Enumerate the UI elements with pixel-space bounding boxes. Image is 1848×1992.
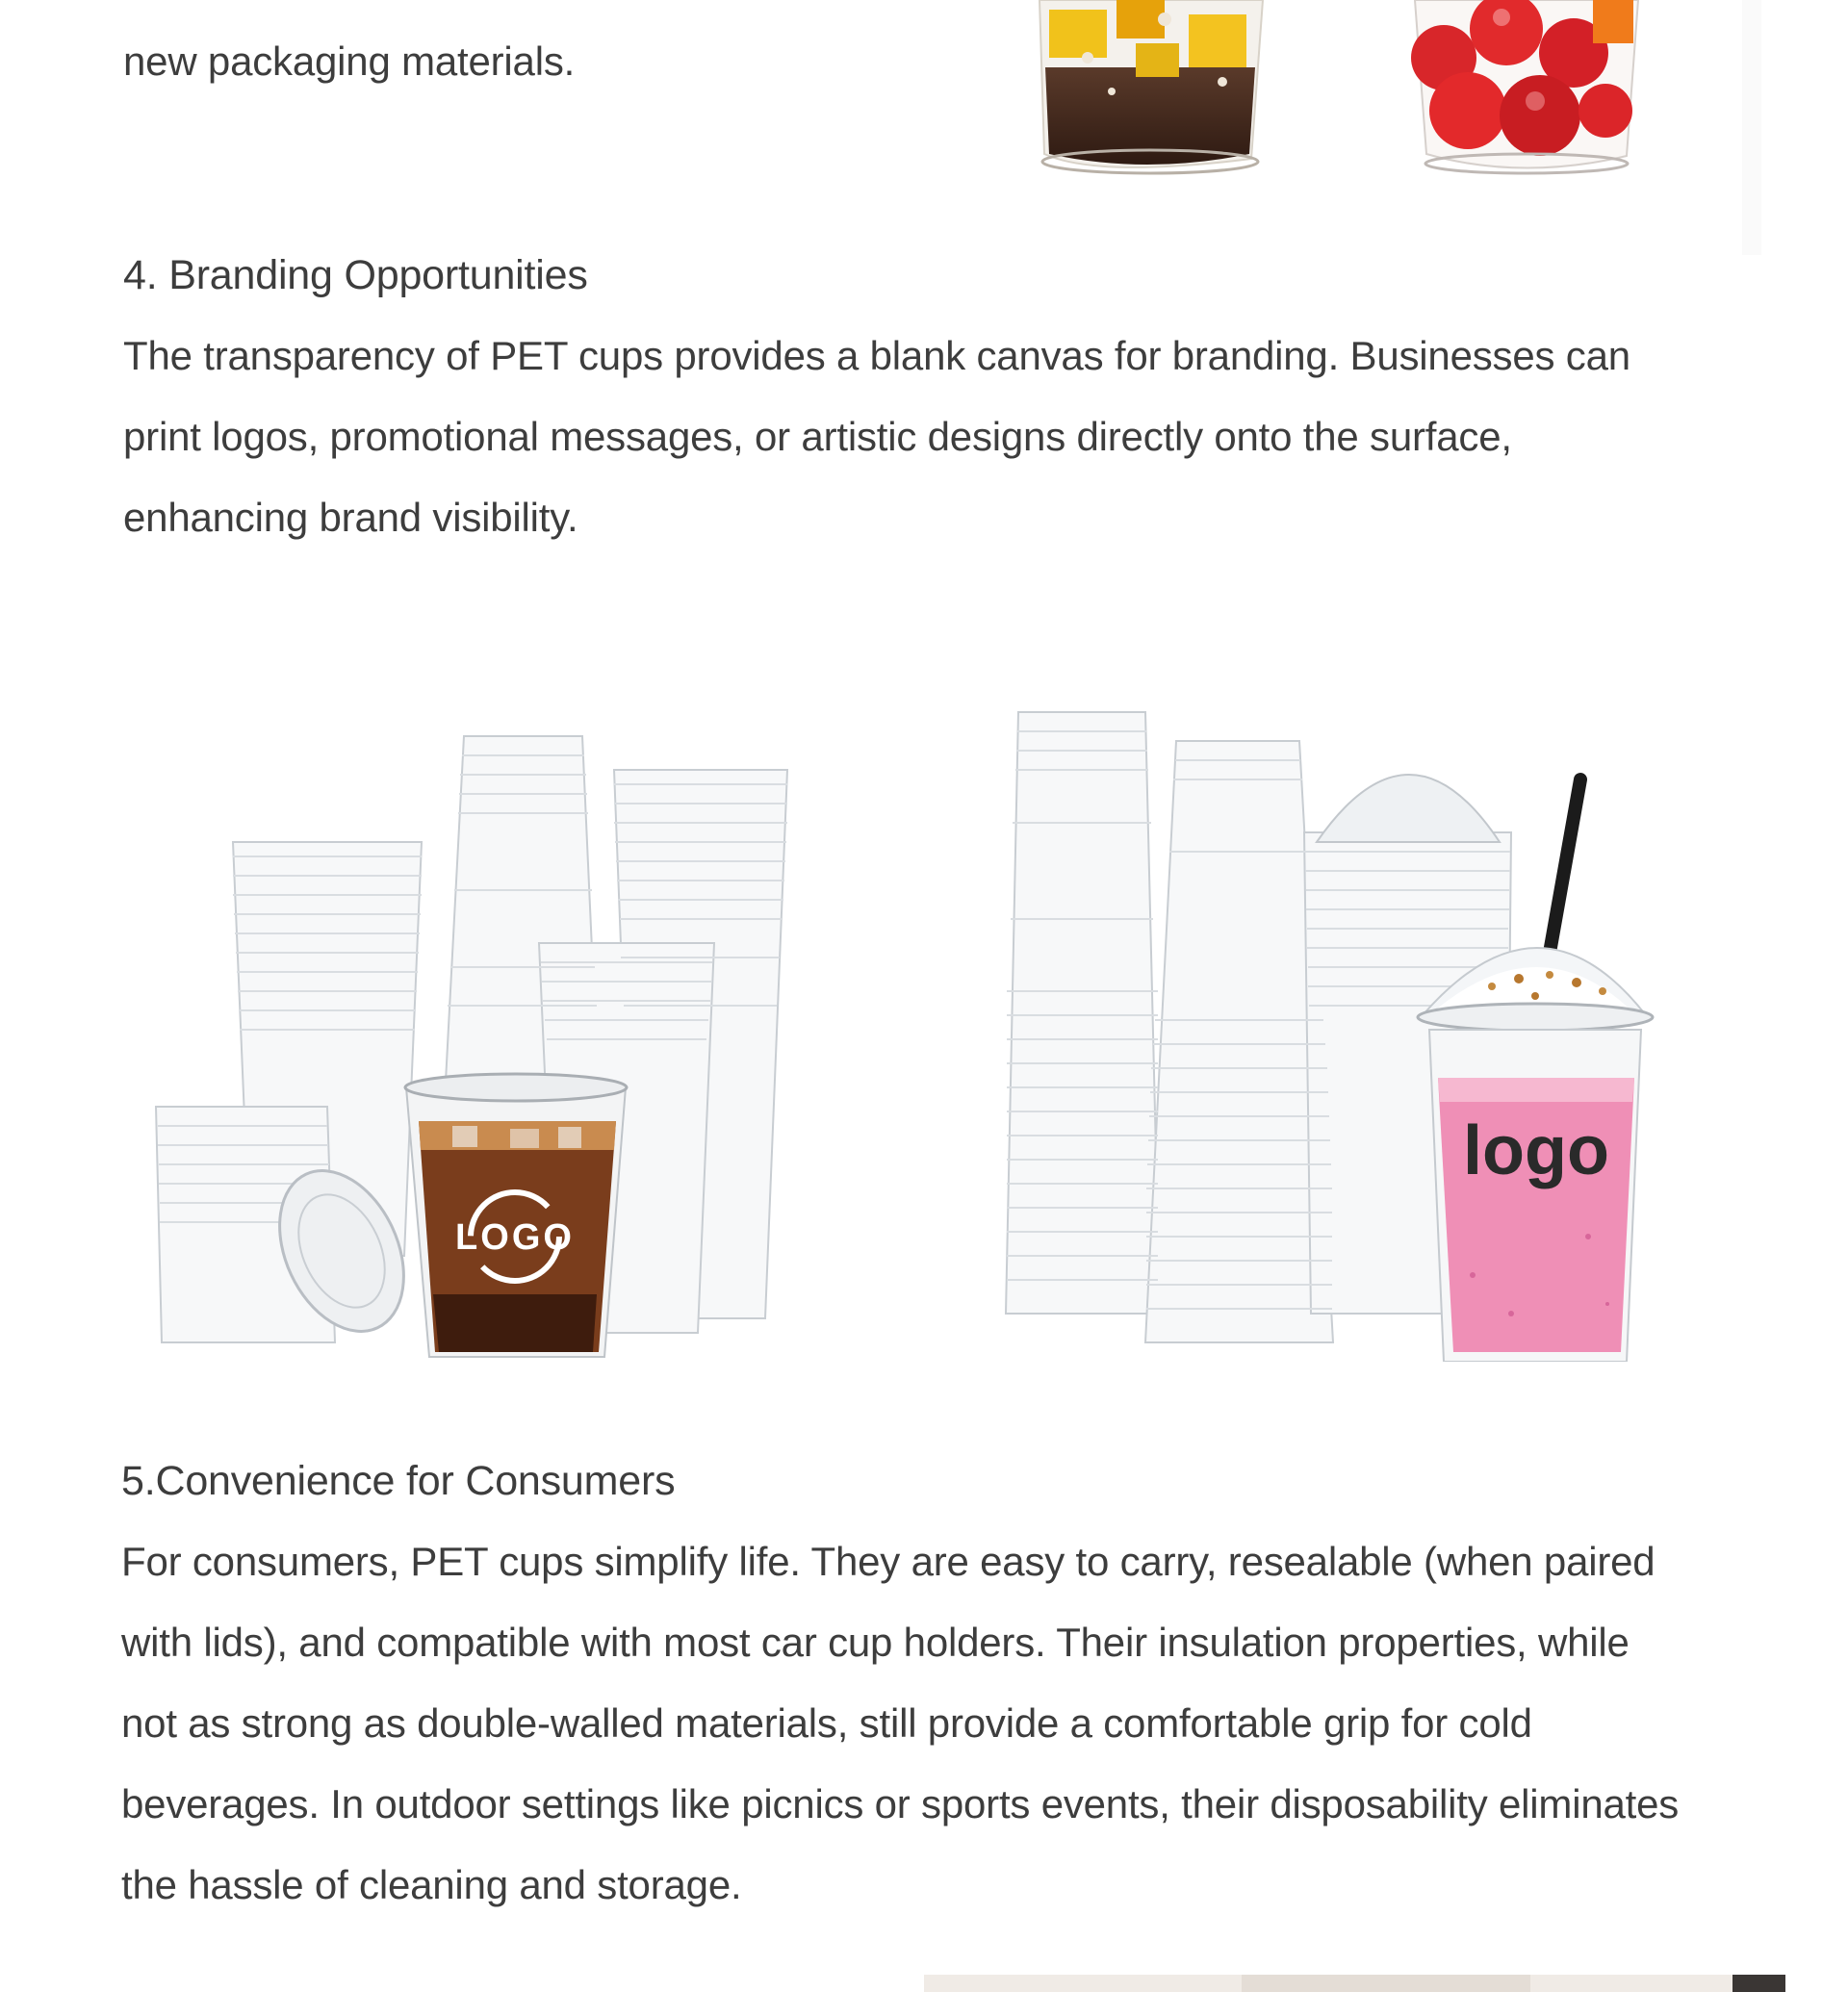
stacked-cups-with-coffee-photo	[144, 717, 799, 1362]
section-4-line-1: The transparency of PET cups provides a blank canvas for branding. Businesses can	[123, 333, 1630, 378]
stacked-cups-with-smoothie-photo	[972, 698, 1665, 1362]
cup-logo-text: logo	[1463, 1112, 1609, 1189]
section-5-line-4: beverages. In outdoor settings like picnics or sports events, their disposability eliminates	[121, 1781, 1680, 1826]
section-5-line-3: not as strong as double-walled materials, still provide a comfortable grip for cold	[121, 1700, 1532, 1746]
section-5-line-2: with lids), and compatible with most car cup holders. Their insulation properties, while	[121, 1620, 1630, 1665]
section-5-line-1: For consumers, PET cups simplify life. They are easy to carry, resealable (when paired	[121, 1539, 1656, 1584]
section-5-line-5: the hassle of cleaning and storage.	[121, 1862, 742, 1907]
dessert-cup-photo	[991, 0, 1357, 192]
intro-line: new packaging materials.	[123, 38, 576, 84]
cup-logo-text: LOGO	[455, 1217, 575, 1258]
tomato-cup-photo	[1386, 0, 1761, 255]
section-4-heading: 4. Branding Opportunities	[123, 252, 588, 298]
section-4-line-3: enhancing brand visibility.	[123, 495, 578, 540]
bottom-photo	[924, 1975, 1785, 1992]
section-5-heading: 5.Convenience for Consumers	[121, 1458, 676, 1504]
section-4-line-2: print logos, promotional messages, or artistic designs directly onto the surface,	[123, 414, 1512, 459]
